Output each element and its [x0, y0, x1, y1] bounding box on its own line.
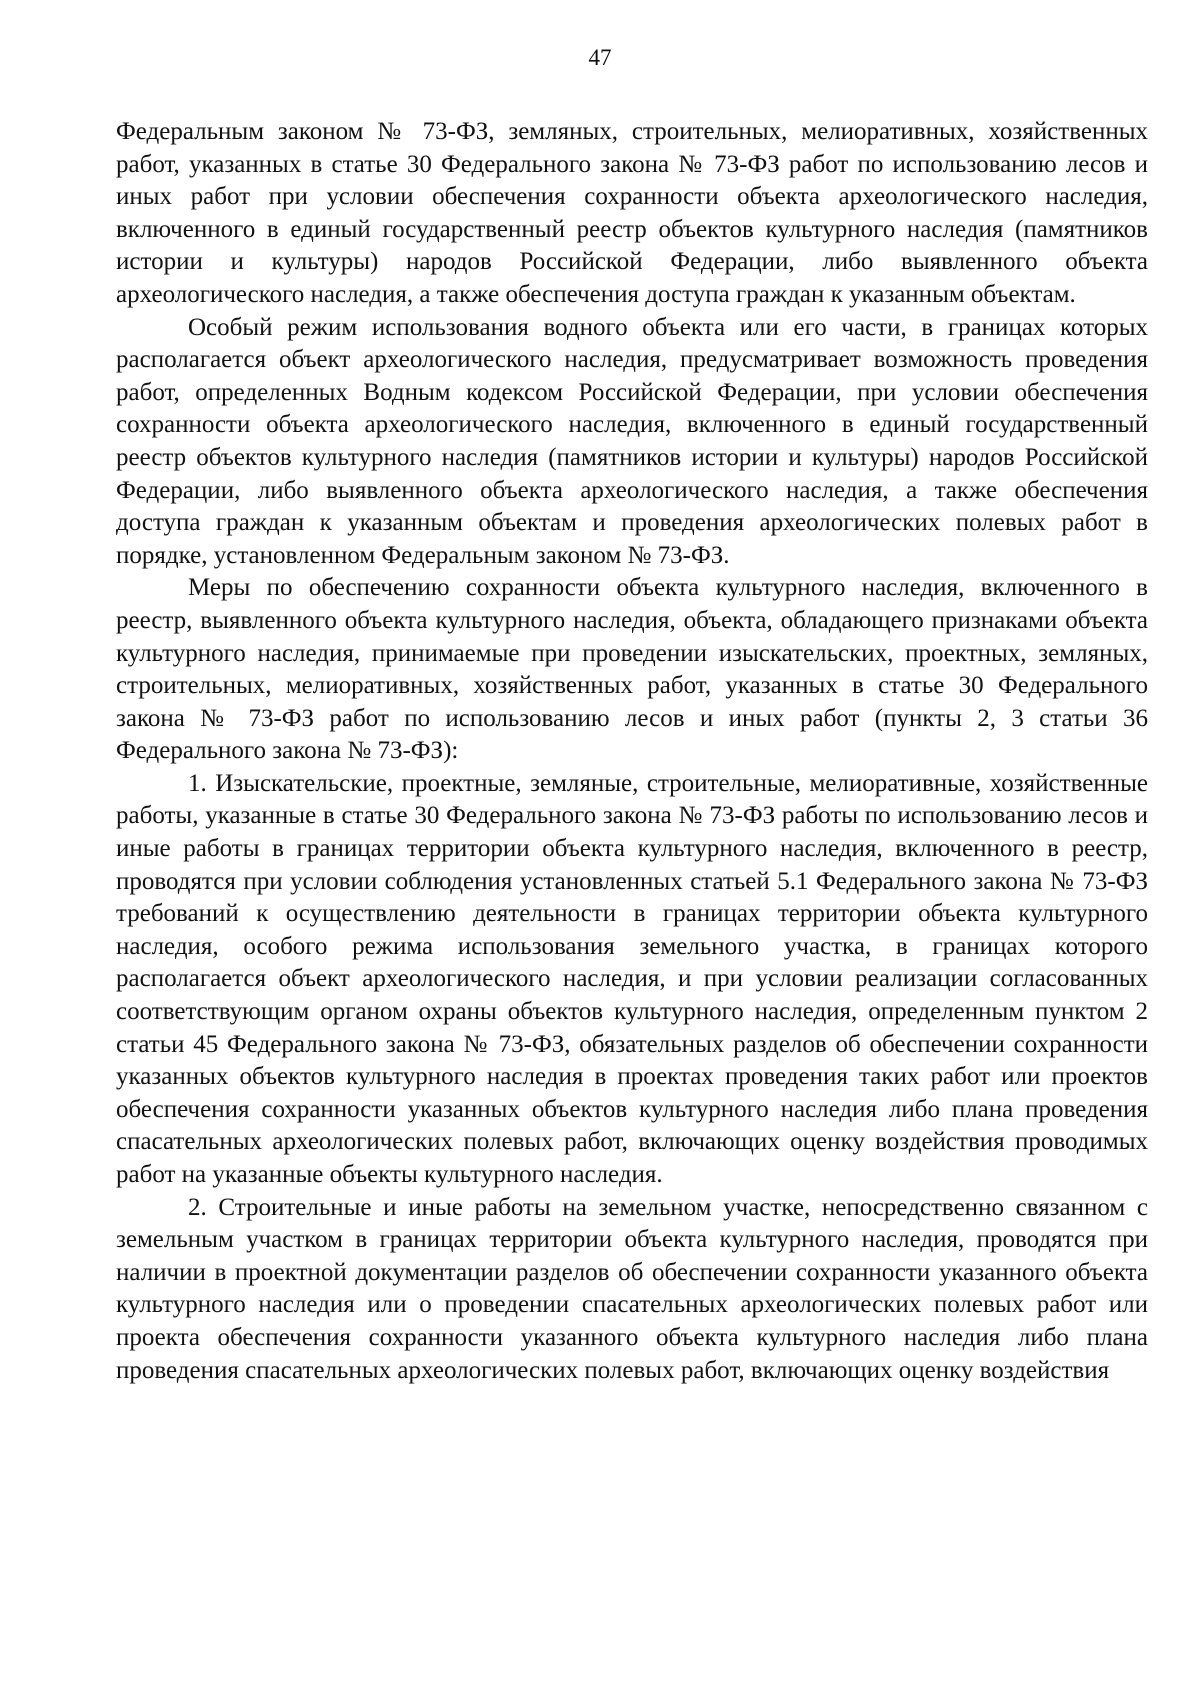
paragraph-1: Федеральным законом № 73-ФЗ, земляных, строительных, мелиоративных, хозяйственных работ, указанных в статье 30 Федерального закона № 73-ФЗ работ по использованию лесов и иных работ при условии обеспечения сохранности объекта археологического наследия, включенного в единый государственный реестр объектов культурного наследия (памятников истории и культуры) народов Российской Федерации, либо выявленного объекта археологического наследия, а также обеспечения доступа граждан к указанным объектам. — [116, 118, 1148, 308]
paragraph-5: 2. Строительные и иные работы на земельном участке, непосредственно связанном с земельным участком в границах территории объекта культурного наследия, проводятся при наличии в проектной документации разделов об обеспечении сохранности указанного объекта культурного наследия или о проведении спасательных археологических полевых работ или проекта обеспечения сохранности указанного объекта культурного наследия либо плана проведения спасательных археологических полевых работ, включающих оценку воздействия — [116, 1193, 1148, 1384]
page-number: 47 — [588, 45, 612, 70]
document-body — [116, 116, 1148, 1387]
paragraph-3: Меры по обеспечению сохранности объекта культурного наследия, включенного в реестр, выявленного объекта культурного наследия, объекта, обладающего признаками объекта культурного наследия, принимаемые при проведении изыскательских, проектных, земляных, строительных, мелиоративных, хозяйственных работ, указанных в статье 30 Федерального закона № 73-ФЗ работ по использованию лесов и иных работ (пункты 2, 3 статьи 36 Федерального закона № 73-ФЗ): — [116, 574, 1148, 765]
paragraph-4: 1. Изыскательские, проектные, земляные, строительные, мелиоративные, хозяйственные работы, указанные в статье 30 Федерального закона № 73-ФЗ работы по использованию лесов и иные работы в границах территории объекта культурного наследия, включенного в реестр, проводятся при условии соблюдения установленных статьей 5.1 Федерального закона № 73-ФЗ требований к осуществлению деятельности в границах территории объекта культурного наследия, особого режима использования земельного участка, в границах которого располагается объект археологического наследия, и при условии реализации согласованных соответствующим органом охраны объектов культурного наследия, определенным пунктом 2 статьи 45 Федерального закона № 73-ФЗ, обязательных разделов об обеспечении сохранности указанных объектов культурного наследия в проектах проведения таких работ или проектов обеспечения сохранности указанных объектов культурного наследия либо плана проведения спасательных археологических полевых работ, включающих оценку воздействия проводимых работ на указанные объекты культурного наследия. — [116, 769, 1148, 1188]
paragraph-2: Особый режим использования водного объекта или его части, в границах которых располагается объект археологического наследия, предусматривает возможность проведения работ, определенных Водным кодексом Российской Федерации, при условии обеспечения сохранности объекта археологического наследия, включенного в единый государственный реестр объектов культурного наследия (памятников истории и культуры) народов Российской Федерации, либо выявленного объекта археологического наследия, а также обеспечения доступа граждан к указанным объектам и проведения археологических полевых работ в порядке, установленном Федеральным законом № 73-ФЗ. — [116, 313, 1148, 569]
